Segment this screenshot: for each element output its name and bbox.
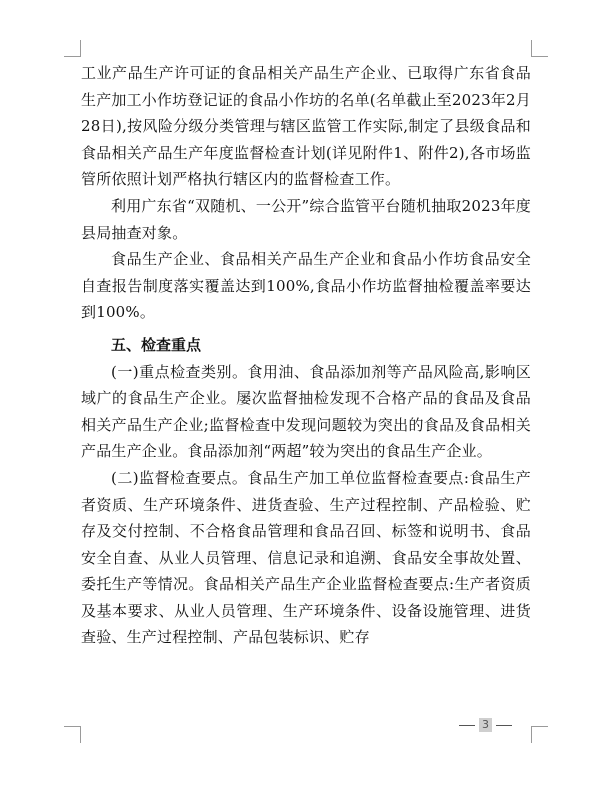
page-corner-mark-top-right (531, 40, 548, 57)
page-corner-mark-bottom-right (531, 726, 548, 743)
paragraph-random-sampling: 利用广东省“双随机、一公开”综合监管平台随机抽取2023年度县局抽查对象。 (81, 196, 531, 242)
page-corner-mark-top-left (64, 40, 81, 57)
paragraph-coverage-target: 食品生产企业、食品相关产品生产企业和食品小作坊食品安全自查报告制度落实覆盖达到100%,食品小作坊监督抽检覆盖率要达到100%。 (81, 250, 531, 322)
paragraph-key-categories: (一)重点检查类别。食用油、食品添加剂等产品风险高,影响区域广的食品生产企业。屡次监督抽检发现不合格产品的食品及食品相关产品生产企业;监督检查中发现问题较为突出的食品及食品相关产品生产企业。食品添加剂“两超”较为突出的食品生产企业。 (81, 362, 531, 461)
page-number: 3 (479, 718, 492, 732)
footer-dash-right (496, 725, 512, 726)
section-heading-inspection-focus: 五、检查重点 (111, 335, 202, 354)
page-footer (455, 718, 516, 732)
paragraph-company-list: 工业产品生产许可证的食品相关产品生产企业、已取得广东省食品生产加工小作坊登记证的食品小作坊的名单(名单截止至2023年2月28日),按风险分级分类管理与辖区监管工作实际,制定了县级食品和食品相关产品生产年度监督检查计划(详见附件1、附件2),各市场监管所依照计划严格执行辖区内的监督检查工作。 (81, 64, 531, 189)
document-body (81, 60, 531, 651)
page-corner-mark-bottom-left (64, 726, 81, 743)
footer-dash-left (459, 725, 475, 726)
paragraph-inspection-points: (二)监督检查要点。食品生产加工单位监督检查要点:食品生产者资质、生产环境条件、进货查验、生产过程控制、产品检验、贮存及交付控制、不合格食品管理和食品召回、标签和说明书、食品安全自查、从业人员管理、信息记录和追溯、食品安全事故处置、委托生产等情况。食品相关产品生产企业监督检查要点:生产者资质及基本要求、从业人员管理、生产环境条件、设备设施管理、进货查验、生产过程控制、产品包装标识、贮存 (81, 468, 531, 647)
